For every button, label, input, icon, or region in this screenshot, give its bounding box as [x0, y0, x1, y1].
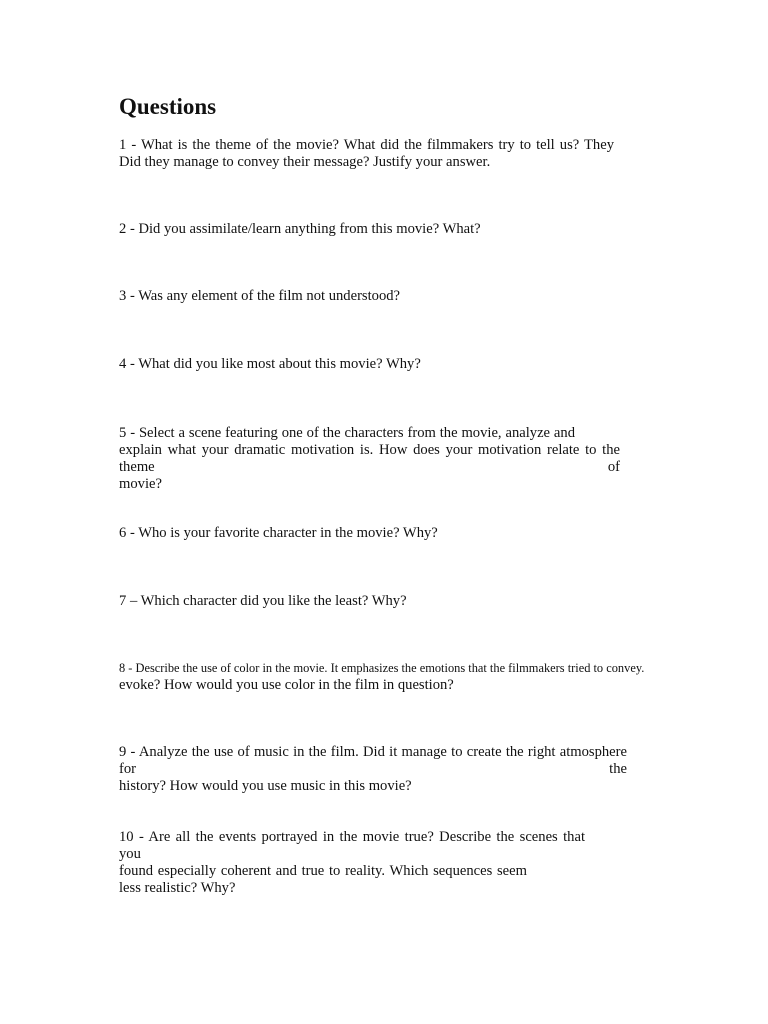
- question-2-line-1: 2 - Did you assimilate/learn anything from this movie? What?: [119, 221, 481, 237]
- question-3: [119, 288, 629, 305]
- question-7: [119, 593, 629, 610]
- question-1-line-2: Did they manage to convey their message? Justify your answer.: [119, 154, 491, 170]
- question-9: [119, 744, 629, 795]
- question-8: [119, 660, 645, 694]
- question-5-line-1: 5 - Select a scene featuring one of the characters from the movie, analyze and: [119, 425, 575, 441]
- question-10-line-2: found especially coherent and true to reality. Which sequences seem: [119, 863, 527, 879]
- question-10: [119, 829, 629, 897]
- question-8-line-2: evoke? How would you use color in the film in question?: [119, 677, 454, 693]
- question-9-line-1: 9 - Analyze the use of music in the film. Did it manage to create the right atmosphere for the: [119, 744, 627, 777]
- question-9-line-2: history? How would you use music in this movie?: [119, 778, 412, 794]
- question-4-line-1: 4 - What did you like most about this movie? Why?: [119, 356, 421, 372]
- question-2: [119, 221, 629, 238]
- page-title: Questions: [119, 94, 217, 119]
- question-5-line-2: explain what your dramatic motivation is. How does your motivation relate to the theme of: [119, 442, 620, 475]
- question-4: [119, 356, 629, 373]
- question-3-line-1: 3 - Was any element of the film not understood?: [119, 288, 401, 304]
- question-6: [119, 525, 629, 542]
- question-5: [119, 425, 629, 493]
- question-6-line-1: 6 - Who is your favorite character in the movie? Why?: [119, 525, 438, 541]
- question-5-line-3: movie?: [119, 476, 162, 492]
- question-10-line-1: 10 - Are all the events portrayed in the movie true? Describe the scenes that you: [119, 829, 585, 862]
- question-8-line-1: 8 - Describe the use of color in the movie. It emphasizes the emotions that the filmmakers tried to convey.: [119, 661, 645, 675]
- question-7-line-1: 7 – Which character did you like the least? Why?: [119, 593, 407, 609]
- question-1-line-1: 1 - What is the theme of the movie? What did the filmmakers try to tell us? They: [119, 137, 614, 153]
- question-10-line-3: less realistic? Why?: [119, 880, 236, 896]
- question-1: [119, 137, 629, 171]
